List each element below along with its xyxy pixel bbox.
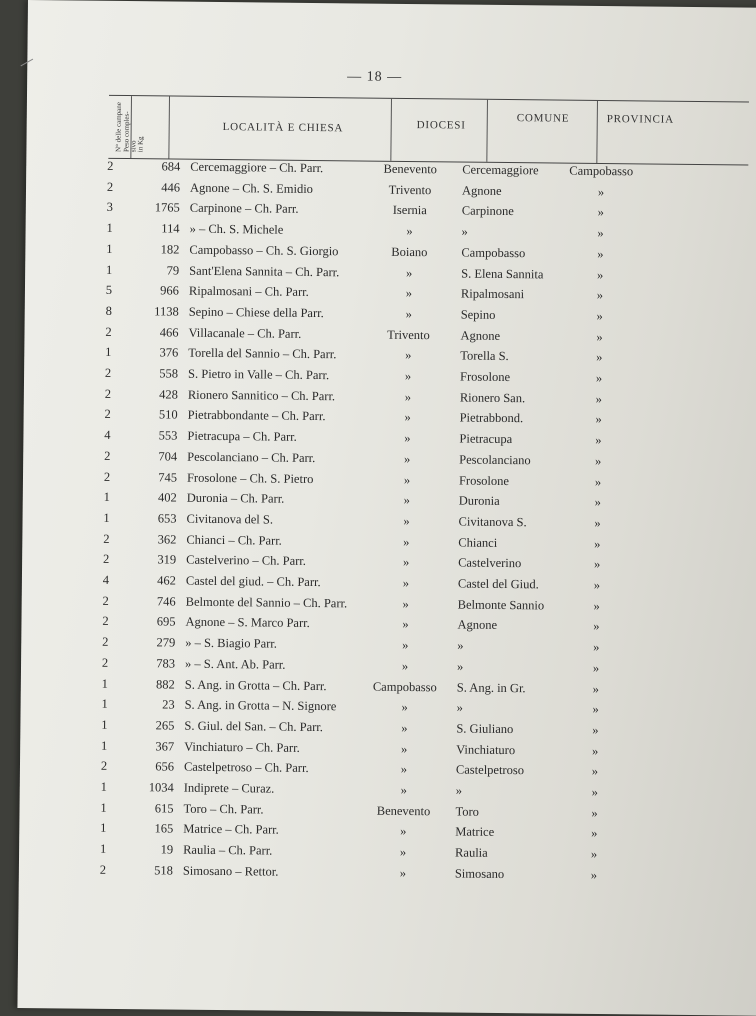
municipality-cell: Ripalmosani	[460, 286, 525, 302]
weight-cell: 966	[160, 283, 180, 298]
bell-count-cell: 5	[105, 283, 113, 298]
bell-count-cell: 1	[106, 241, 113, 256]
municipality-cell: Torella S.	[460, 348, 509, 364]
location-church-cell: Pietrabbondante – Ch. Parr.	[187, 408, 326, 424]
province-cell: »	[591, 764, 599, 779]
province-cell: »	[591, 826, 598, 841]
province-cell: »	[593, 598, 600, 613]
weight-cell: 746	[156, 594, 176, 609]
province-cell: »	[597, 205, 605, 220]
weight-cell: 376	[159, 345, 179, 360]
diocese-cell: »	[400, 782, 407, 798]
weight-cell: 1034	[148, 780, 174, 795]
bell-count-cell: 2	[106, 179, 114, 194]
location-church-cell: Raulia – Ch. Parr.	[183, 842, 273, 858]
location-church-cell: Frosolone – Ch. S. Pietro	[186, 470, 314, 486]
document-page	[17, 0, 756, 1016]
weight-cell: 695	[156, 614, 176, 629]
page-number: — 18 —	[347, 69, 403, 85]
municipality-cell: »	[455, 783, 463, 798]
bell-count-cell: 1	[105, 262, 113, 277]
bell-count-cell: 4	[104, 427, 111, 442]
header-col-provincia	[596, 101, 747, 165]
bell-count-cell: 2	[105, 324, 112, 339]
location-church-cell: S. Giul. del San. – Ch. Parr.	[184, 718, 324, 735]
diocese-cell: »	[402, 638, 409, 653]
diocese-cell: Boiano	[391, 244, 428, 259]
bell-count-cell: 1	[101, 738, 108, 753]
province-cell: »	[597, 184, 605, 199]
location-church-cell: Ripalmosani – Ch. Parr.	[188, 283, 309, 300]
bell-count-cell: 2	[104, 386, 112, 401]
header-col-diocesi	[390, 99, 488, 162]
municipality-cell: Chianci	[458, 535, 498, 550]
municipality-cell: Frosolone	[458, 473, 510, 488]
municipality-cell: Frosolone	[460, 369, 511, 385]
weight-cell: 656	[155, 759, 175, 774]
province-cell: »	[597, 226, 604, 241]
diocese-cell: »	[402, 575, 410, 591]
municipality-cell: »	[456, 659, 464, 674]
province-cell: »	[593, 619, 600, 634]
bell-count-cell: 1	[105, 345, 112, 360]
diocese-cell: »	[401, 658, 409, 673]
weight-cell: 79	[166, 262, 180, 278]
bell-count-cell: 1	[100, 800, 107, 815]
location-church-cell: Belmonte del Sannio – Ch. Parr.	[185, 594, 348, 611]
location-church-cell: Civitanova del S.	[186, 511, 274, 527]
location-church-cell: Indiprete – Curaz.	[183, 780, 275, 796]
weight-cell: 783	[156, 656, 176, 671]
location-church-cell: S. Pietro in Valle – Ch. Parr.	[188, 366, 330, 383]
province-cell: »	[591, 805, 598, 820]
province-cell: »	[593, 557, 601, 572]
province-cell: »	[595, 370, 603, 386]
weight-cell: 265	[155, 718, 175, 733]
bell-count-cell: 2	[104, 407, 111, 422]
municipality-cell: Pescolanciano	[459, 452, 531, 468]
weight-cell: 745	[158, 469, 178, 485]
header-localita-label: LOCALITÀ E CHIESA	[222, 121, 344, 135]
province-cell: »	[590, 867, 598, 882]
bell-count-cell: 1	[103, 490, 110, 505]
bell-count-cell: 4	[102, 572, 110, 587]
municipality-cell: »	[461, 224, 468, 239]
municipality-cell: Carpinone	[461, 203, 514, 219]
location-church-cell: Agnone – S. Marco Parr.	[185, 615, 310, 631]
municipality-cell: Simosano	[454, 866, 505, 881]
weight-cell: 518	[154, 863, 173, 878]
province-cell: »	[593, 640, 600, 655]
municipality-cell: Raulia	[455, 845, 488, 860]
location-church-cell: Rionero Sannitico – Ch. Parr.	[187, 387, 336, 403]
bell-count-cell: 1	[100, 821, 107, 836]
province-cell: »	[594, 515, 601, 530]
weight-cell: 466	[159, 324, 179, 340]
municipality-cell: Belmonte Sannio	[457, 597, 545, 613]
location-church-cell: Pescolanciano – Ch. Parr.	[187, 449, 316, 465]
municipality-cell: »	[457, 638, 464, 653]
weight-cell: 23	[162, 697, 175, 712]
weight-cell: 319	[157, 552, 177, 567]
municipality-cell: Pietracupa	[459, 431, 513, 447]
diocese-cell: »	[403, 493, 410, 508]
location-church-cell: Sant'Elena Sannita – Ch. Parr.	[189, 263, 340, 279]
diocese-cell: »	[402, 555, 410, 570]
province-cell: »	[594, 536, 601, 551]
location-church-cell: » – Ch. S. Michele	[189, 221, 284, 237]
diocese-cell: »	[403, 513, 410, 528]
diocese-cell: »	[402, 596, 409, 611]
location-church-cell: » – S. Ant. Ab. Parr.	[184, 656, 286, 672]
province-cell: »	[595, 412, 602, 427]
bell-count-cell: 2	[99, 862, 107, 877]
location-church-cell: Castelpetroso – Ch. Parr.	[183, 759, 309, 776]
province-cell: »	[595, 391, 603, 406]
weight-cell: 114	[161, 221, 180, 236]
bell-count-cell: 1	[101, 696, 108, 712]
bell-count-cell: 1	[101, 717, 108, 732]
weight-cell: 1765	[154, 200, 180, 215]
location-church-cell: » – S. Biagio Parr.	[185, 635, 278, 651]
diocese-cell: »	[405, 348, 412, 363]
municipality-cell: Pietrabbond.	[459, 410, 524, 426]
weight-cell: 462	[157, 573, 177, 588]
diocese-cell: »	[399, 845, 407, 860]
diocese-cell: »	[405, 306, 412, 321]
location-church-cell: Matrice – Ch. Parr.	[183, 822, 279, 838]
location-church-cell: S. Ang. in Grotta – Ch. Parr.	[184, 677, 327, 693]
weight-cell: 367	[155, 738, 175, 754]
location-church-cell: Sepino – Chiese della Parr.	[188, 304, 324, 321]
location-church-cell: Castelverino – Ch. Parr.	[186, 552, 306, 569]
bell-count-cell: 3	[106, 200, 114, 215]
weight-cell: 882	[156, 676, 175, 692]
municipality-cell: S. Giuliano	[456, 721, 514, 737]
weight-cell: 615	[154, 801, 174, 816]
weight-cell: 182	[160, 242, 180, 257]
province-cell: »	[594, 495, 601, 510]
province-cell: »	[591, 743, 599, 758]
location-church-cell: Toro – Ch. Parr.	[183, 801, 264, 817]
location-church-cell: Cercemaggiore – Ch. Parr.	[190, 159, 324, 176]
bell-count-cell: 1	[101, 676, 109, 691]
weight-cell: 279	[156, 635, 176, 650]
municipality-cell: Castel del Giud.	[457, 576, 539, 592]
header-peso-label: Peso comples- sivo in Kg	[122, 111, 145, 153]
diocese-cell: »	[405, 286, 413, 301]
municipality-cell: Castelverino	[458, 555, 522, 571]
weight-cell: 653	[157, 511, 177, 526]
diocese-cell: »	[401, 700, 408, 715]
location-church-cell: Villacanale – Ch. Parr.	[188, 325, 302, 341]
province-cell: »	[596, 288, 604, 303]
diocese-cell: »	[404, 431, 411, 446]
municipality-cell: Rionero San.	[459, 390, 526, 405]
weight-cell: 446	[161, 180, 181, 195]
municipality-cell: Vinchiaturo	[456, 742, 516, 757]
municipality-cell: Sepino	[460, 307, 496, 322]
diocese-cell: Trivento	[388, 182, 432, 197]
diocese-cell: Benevento	[376, 803, 431, 818]
province-cell: »	[592, 722, 599, 737]
bell-count-cell: 1	[99, 841, 107, 856]
location-church-cell: Chianci – Ch. Parr.	[186, 532, 282, 548]
bell-count-cell: 2	[107, 158, 114, 173]
province-cell: »	[593, 577, 601, 593]
location-church-cell: Agnone – Ch. S. Emidio	[189, 180, 314, 196]
bell-count-cell: 2	[104, 365, 112, 380]
municipality-cell: S. Elena Sannita	[461, 266, 544, 281]
province-cell: »	[595, 453, 602, 468]
province-cell: »	[596, 350, 603, 365]
municipality-cell: Campobasso	[461, 245, 526, 261]
diocese-cell: »	[400, 824, 407, 839]
diocese-cell: Trivento	[387, 327, 430, 342]
diocese-cell: »	[399, 865, 407, 880]
weight-cell: 362	[157, 531, 177, 547]
bell-count-cell: 1	[103, 510, 110, 525]
bell-count-cell: 8	[105, 303, 112, 318]
municipality-cell: Duronia	[458, 493, 500, 509]
province-cell: »	[592, 681, 600, 696]
header-diocesi-label: DIOCESI	[416, 119, 466, 132]
bell-count-cell: 2	[102, 552, 110, 567]
municipality-cell: »	[456, 700, 463, 715]
header-n-label: N° delle campane	[114, 102, 123, 152]
bell-count-cell: 2	[101, 655, 109, 670]
weight-cell: 19	[160, 842, 174, 857]
municipality-cell: Agnone	[460, 328, 501, 343]
bell-count-cell: 2	[102, 593, 109, 608]
header-provincia-label: PROVINCIA	[606, 113, 674, 126]
province-cell: »	[597, 246, 604, 261]
diocese-cell: »	[400, 741, 408, 756]
diocese-cell: »	[404, 389, 412, 404]
page-fold-mark	[21, 59, 48, 93]
province-cell: »	[592, 660, 600, 675]
diocese-cell: »	[406, 224, 413, 239]
location-church-cell: Castel del giud. – Ch. Parr.	[185, 573, 321, 590]
header-comune-label: COMUNE	[516, 112, 570, 125]
diocese-cell: »	[404, 368, 412, 384]
table-header	[108, 95, 749, 166]
diocese-cell: Benevento	[383, 161, 438, 177]
municipality-cell: Agnone	[457, 617, 498, 633]
province-cell: »	[596, 329, 603, 344]
diocese-cell: »	[403, 534, 410, 549]
diocese-cell: »	[402, 617, 409, 632]
province-cell: »	[596, 308, 603, 323]
municipality-cell: Cercemaggiore	[462, 162, 539, 178]
province-cell: Campobasso	[569, 163, 634, 179]
diocese-cell: Campobasso	[372, 679, 437, 694]
bell-count-cell: 2	[103, 469, 111, 484]
weight-cell: 428	[159, 387, 178, 402]
municipality-cell: Matrice	[455, 824, 495, 840]
location-church-cell: Vinchiaturo – Ch. Parr.	[184, 739, 300, 755]
province-cell: »	[590, 847, 598, 862]
weight-cell: 165	[154, 821, 174, 836]
province-cell: »	[595, 433, 602, 448]
weight-cell: 510	[158, 407, 178, 422]
bell-count-cell: 1	[106, 220, 113, 235]
location-church-cell: Campobasso – Ch. S. Giorgio	[189, 242, 339, 259]
weight-cell: 1138	[154, 304, 179, 319]
province-cell: »	[594, 474, 602, 489]
municipality-cell: Toro	[455, 804, 480, 819]
diocese-cell: »	[404, 451, 411, 466]
location-church-cell: Duronia – Ch. Parr.	[186, 490, 285, 506]
weight-cell: 558	[159, 366, 179, 381]
municipality-cell: Agnone	[461, 183, 502, 198]
bell-count-cell: 2	[102, 614, 109, 629]
bell-count-cell: 2	[104, 448, 111, 463]
municipality-cell: Civitanova S.	[458, 514, 527, 530]
location-church-cell: S. Ang. in Grotta – N. Signore	[184, 697, 337, 714]
location-church-cell: Torella del Sannio – Ch. Parr.	[188, 345, 337, 362]
diocese-cell: »	[401, 720, 408, 735]
weight-cell: 684	[161, 159, 181, 174]
municipality-cell: Castelpetroso	[455, 762, 525, 778]
diocese-cell: »	[403, 472, 411, 487]
bell-count-cell: 1	[100, 779, 107, 794]
bell-count-cell: 2	[100, 759, 108, 774]
location-church-cell: Pietracupa – Ch. Parr.	[187, 428, 297, 444]
province-cell: »	[591, 784, 598, 800]
bell-count-cell: 2	[103, 531, 110, 546]
diocese-cell: »	[400, 762, 408, 777]
diocese-cell: »	[405, 265, 413, 280]
weight-cell: 402	[157, 490, 177, 505]
bell-count-cell: 2	[102, 634, 109, 649]
location-church-cell: Carpinone – Ch. Parr.	[189, 201, 299, 217]
weight-cell: 553	[158, 428, 178, 443]
location-church-cell: Simosano – Rettor.	[182, 863, 279, 879]
header-col-comune	[486, 100, 598, 163]
municipality-cell: S. Ang. in Gr.	[456, 680, 526, 695]
diocese-cell: Isernia	[392, 203, 427, 218]
weight-cell: 704	[158, 449, 178, 464]
province-cell: »	[596, 267, 604, 282]
diocese-cell: »	[404, 410, 411, 425]
header-col-localita	[168, 96, 392, 160]
header-col-peso	[122, 96, 170, 158]
province-cell: »	[592, 702, 599, 717]
